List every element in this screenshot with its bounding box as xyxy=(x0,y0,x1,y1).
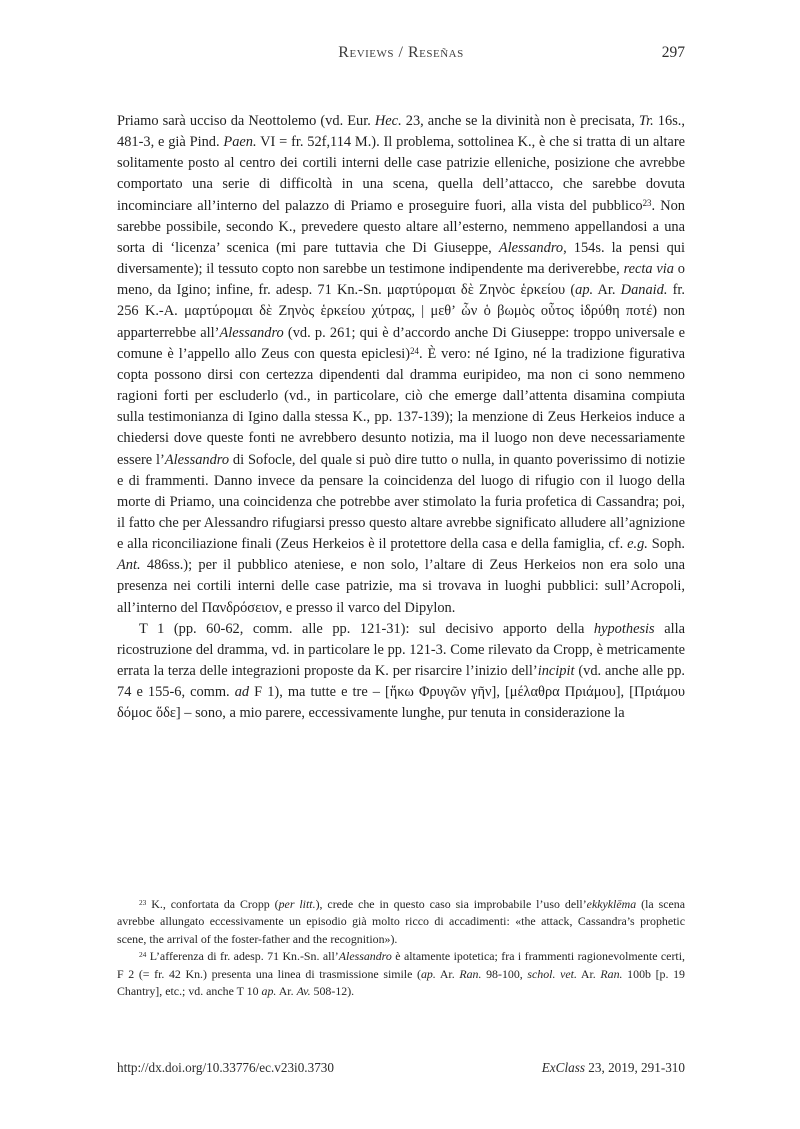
footnotes xyxy=(117,896,685,1000)
footnote-23: $^{23}$ K., confortata da Cropp (per litt.), crede che in questo caso sia improbabile l’uso dell’ekkyklēma (la scena avrebbe allungato eccessivamente un episodio già molto ricco di accadimenti: «the attack, Cassandra’s prophetic scene, the arrival of the foster-father and the recognition»). xyxy=(117,897,685,946)
footnote-24: $^{24}$ L’afferenza di fr. adesp. 71 Kn.-Sn. all’Alessandro è altamente ipotetica; fra i frammenti ragionevolmente certi, F 2 (= fr. 42 Kn.) presenta una linea di trasmissione simile (ap. Ar. Ran. 98-100, schol. vet. Ar. Ran. 100b [p. 19 Chantry], etc.; vd. anche T 10 ap. Ar. Av. 508-12). xyxy=(117,949,685,999)
journal-issue: 23, 2019, 291-310 xyxy=(584,1060,685,1075)
journal-citation xyxy=(542,1060,685,1076)
page-footer xyxy=(117,1060,685,1076)
page-number: 297 xyxy=(661,44,685,61)
running-header xyxy=(117,44,685,66)
body-text xyxy=(117,111,685,725)
doi-text: http://dx.doi.org/10.33776/ec.v23i0.3730 xyxy=(117,1060,334,1075)
running-header-title: Reviews / Reseñas xyxy=(338,44,464,61)
body-paragraph: T 1 (pp. 60-62, comm. alle pp. 121-31): sul decisivo apporto della hypothesis alla ricostruzione del dramma, vd. in particolare le pp. 121-3. Come rilevato da Cropp, è metricamente errata la terza delle integrazioni proposte da K. per risarcire l’inizio dell’incipit (vd. anche alle pp. 74 e 155-6, comm. ad F 1), ma tutte e tre – [ἥκω Φρυγῶν γῆν], [μέλαθρα Πριάμου], [Πριάμου δόμοϲ ὅδε] – sono, a mio parere, eccessivamente lunghe, pur tenuta in considerazione la xyxy=(117,620,685,722)
journal-name: ExClass xyxy=(541,1060,585,1075)
body-paragraph: Priamo sarà ucciso da Neottolemo (vd. Eur. Hec. 23, anche se la divinità non è precisata, Tr. 16s., 481-3, e già Pind. Paen. VI = fr. 52f,114 M.). Il problema, sottolinea K., è che si tratta di un altare solitamente posto al centro dei cortili interni delle case patrizie elleniche, posizione che avrebbe comportato una serie di difficoltà in una scena, quella dell’attacco, che sarebbe dovuta incominciare all’interno del palazzo di Priamo e proseguire fuori, alla vista del pubblico$^{23}$. Non sarebbe possibile, secondo K., prevedere questo altare all’esterno, nemmeno appellandosi a una sorta di ‘licenza’ scenica (mi pare tuttavia che Di Giuseppe, Alessandro, 154s. la pensi qui diversamente); il tessuto copto non sarebbe un testimone indipendente ma deriverebbe, recta via o meno, da Igino; infine, fr. adesp. 71 Kn.-Sn. μαρτύρομαι δὲ Ζηνὸϲ ἑρκείου (ap. Ar. Danaid. fr. 256 K.-A. μαρτύρομαι δὲ Ζηνὸς ἑρκείου χύτρας, | μεθ’ ὧν ὁ βωμὸς οὗτος ἱδρύθη ποτέ) non apparterrebbe all’Alessandro (vd. p. 261; qui è d’accordo anche Di Giuseppe: troppo universale e comune è l’appello allo Zeus con questa epiclesi)$^{24}$. È vero: né Igino, né la tradizione figurativa copta possono dirsi con certezza dipendenti dal dramma euripideo, ma non ci sono nemmeno ragioni forti per escluderlo (vd., in particolare, ciò che emerge dall’attenta disamina compiuta sulla testimonianza di Igino dalla stessa K., pp. 137-139); la menzione di Zeus Herkeios induce a chiedersi dove queste fonti ne avrebbero desunto notizia, ma il luogo non deve necessariamente essere l’Alessandro di Sofocle, del quale si può dire tutto o nulla, in quanto poverissimo di notizie e di frammenti. Danno invece da pensare la coincidenza del luogo di rifugio con il luogo della morte di Priamo, una coincidenza che potrebbe aver stimolato la furia profetica di Cassandra; poi, il fatto che per Alessandro rifugiarsi presso questo altare avrebbe significato alludere all’agnizione e alla riconciliazione finali (Zeus Herkeios è il protettore della casa e della famiglia, cf. e.g. Soph. Ant. 486ss.); per il pubblico ateniese, e non solo, l’altare di Zeus Herkeios non era solo una presenza nei cortili interni delle case patrizie, ma si trovava in luoghi pubblici: sull’Acropoli, all’interno del Πανδρόσειον, e presso il varco del Dipylon. xyxy=(117,113,686,616)
